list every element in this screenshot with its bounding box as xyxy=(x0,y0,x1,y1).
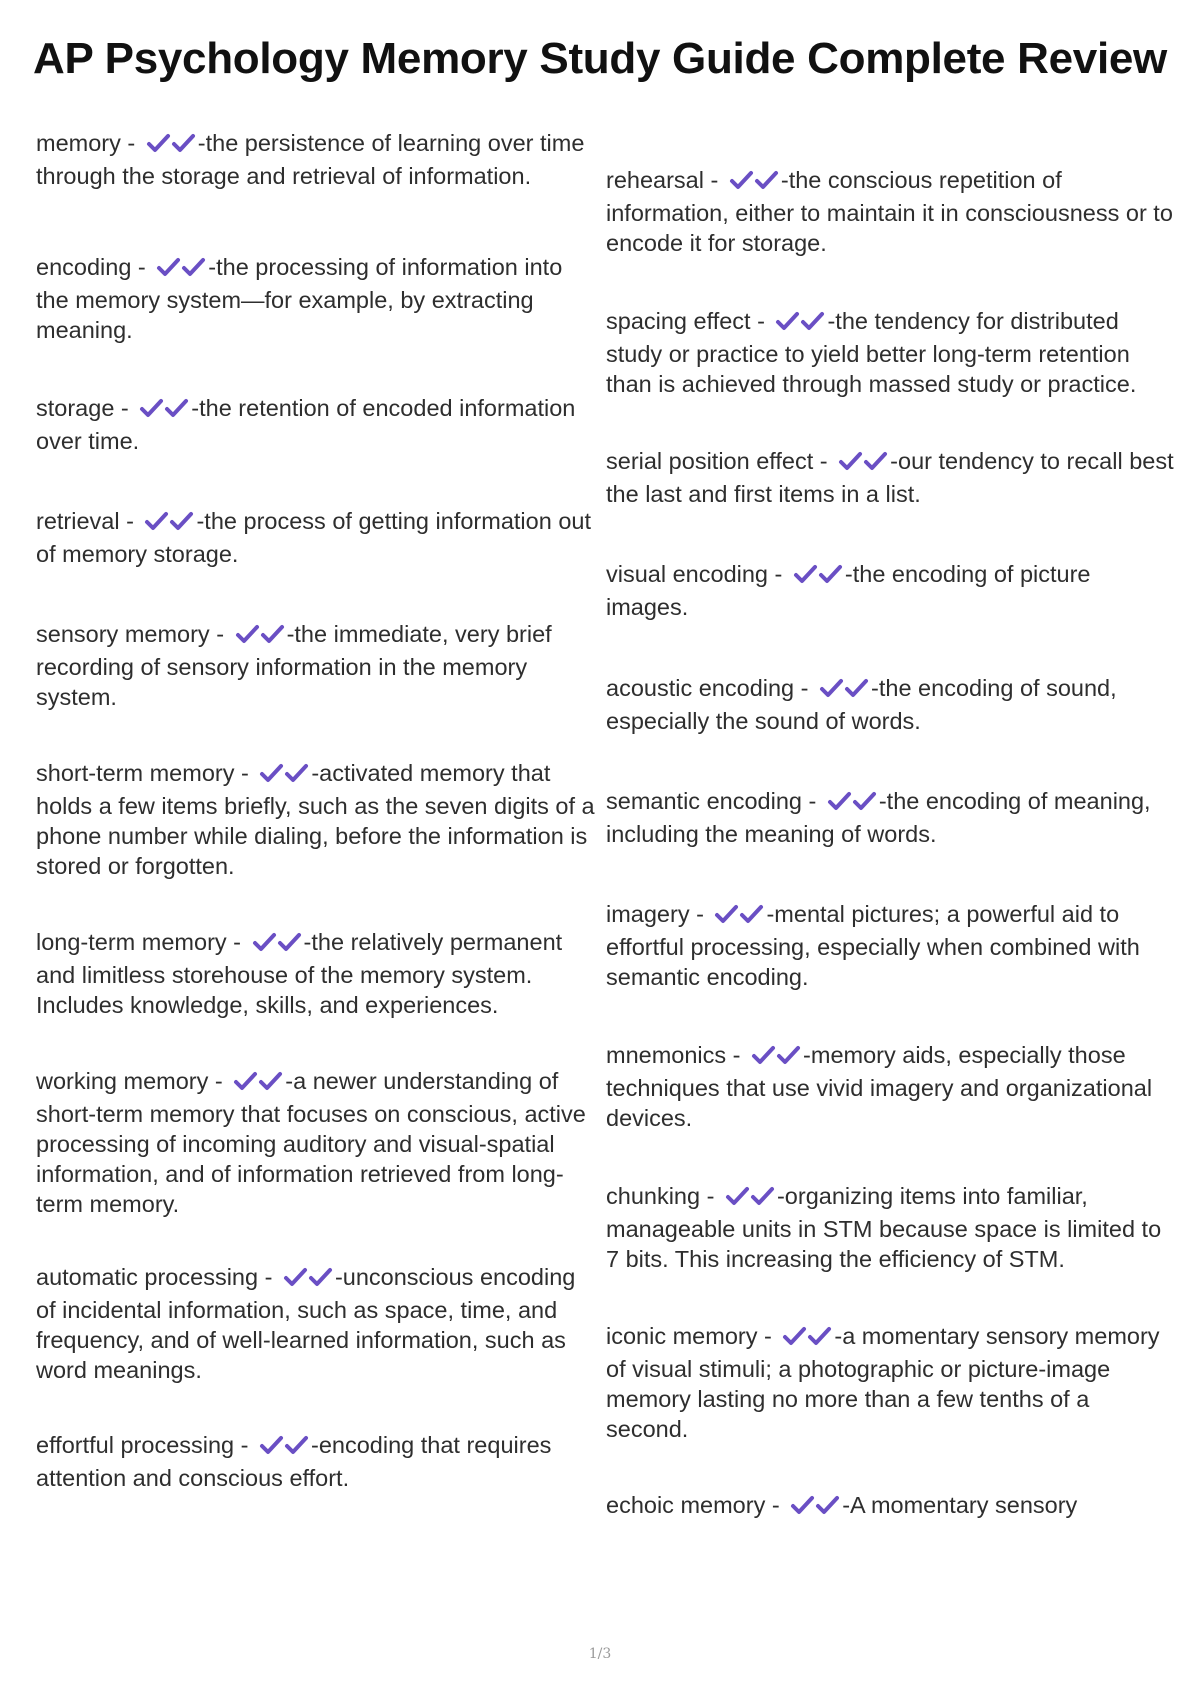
glossary-entry xyxy=(606,446,1176,509)
check-icon xyxy=(139,397,164,419)
term: encoding xyxy=(36,254,132,280)
definition: -the retention of encoded information over time. xyxy=(36,395,576,454)
term: working memory xyxy=(36,1068,209,1094)
double-check-icon xyxy=(827,789,877,819)
check-icon xyxy=(818,563,843,585)
check-icon xyxy=(807,1325,832,1347)
double-check-icon xyxy=(233,1069,283,1099)
glossary-entry xyxy=(606,1321,1176,1444)
term-separator: - xyxy=(750,308,772,334)
definition: -activated memory that holds a few items briefly, such as the seven digits of a phone number while dialing, before the information is stored or forgotten. xyxy=(36,760,595,879)
term: iconic memory xyxy=(606,1323,758,1349)
check-icon xyxy=(235,623,260,645)
term-separator: - xyxy=(119,508,141,534)
term-separator: - xyxy=(700,1183,721,1209)
check-icon xyxy=(714,903,739,925)
check-icon xyxy=(776,1044,801,1066)
check-icon xyxy=(144,510,169,532)
check-icon xyxy=(252,931,277,953)
check-icon xyxy=(739,903,764,925)
glossary-entry xyxy=(36,927,596,1020)
glossary-entry xyxy=(36,758,596,881)
glossary-entry xyxy=(36,1066,596,1219)
term-separator: - xyxy=(209,621,231,647)
check-icon xyxy=(782,1325,807,1347)
term-separator: - xyxy=(226,929,248,955)
glossary-entry xyxy=(606,1181,1176,1274)
check-icon xyxy=(775,310,800,332)
term: retrieval xyxy=(36,508,120,534)
check-icon xyxy=(260,623,285,645)
double-check-icon xyxy=(283,1265,333,1295)
term: echoic memory xyxy=(606,1492,766,1518)
glossary-entry xyxy=(36,506,596,569)
definition: -A momentary sensory xyxy=(842,1492,1078,1518)
definition: -the conscious repetition of information, either to maintain it in consciousness or to encode it for storage. xyxy=(606,167,1173,256)
definition: -a newer understanding of short-term memory that focuses on conscious, active processing of incoming auditory and visual-spatial information, and of information retrieved from long-term memory. xyxy=(36,1068,586,1217)
check-icon xyxy=(750,1185,775,1207)
term: spacing effect xyxy=(606,308,751,334)
double-check-icon xyxy=(235,622,285,652)
check-icon xyxy=(751,1044,776,1066)
double-check-icon xyxy=(838,449,888,479)
page-title: AP Psychology Memory Study Guide Complete Review xyxy=(33,34,1167,83)
check-icon xyxy=(838,450,863,472)
check-icon xyxy=(815,1494,840,1516)
glossary-entry xyxy=(606,899,1176,992)
check-icon xyxy=(258,1070,283,1092)
definition: -the relatively permanent and limitless storehouse of the memory system. Includes knowledge, skills, and experiences. xyxy=(36,929,563,1018)
check-icon xyxy=(284,1434,309,1456)
term: long-term memory xyxy=(36,929,227,955)
double-check-icon xyxy=(819,676,869,706)
double-check-icon xyxy=(793,562,843,592)
glossary-entry xyxy=(606,673,1176,736)
double-check-icon xyxy=(146,131,196,161)
definition: -our tendency to recall best the last and first items in a list. xyxy=(606,448,1174,507)
term-separator: - xyxy=(813,448,835,474)
check-icon xyxy=(259,762,284,784)
term-separator: - xyxy=(114,395,136,421)
glossary-entry xyxy=(606,1490,1176,1523)
definition: -the immediate, very brief recording of sensory information in the memory system. xyxy=(36,621,552,710)
glossary-entry xyxy=(606,559,1176,622)
term-separator: - xyxy=(801,788,823,814)
definition: -the encoding of sound, especially the sound of words. xyxy=(606,675,1117,734)
term: sensory memory xyxy=(36,621,210,647)
double-check-icon xyxy=(725,1184,775,1214)
glossary-entry xyxy=(606,786,1176,849)
check-icon xyxy=(827,790,852,812)
definition: -the persistence of learning over time through the storage and retrieval of information. xyxy=(36,130,585,189)
term: memory xyxy=(36,130,121,156)
term-separator: - xyxy=(689,901,711,927)
term-separator: - xyxy=(131,254,153,280)
check-icon xyxy=(164,397,189,419)
check-icon xyxy=(233,1070,258,1092)
check-icon xyxy=(800,310,825,332)
check-icon xyxy=(819,677,844,699)
term-separator: - xyxy=(234,1432,256,1458)
check-icon xyxy=(146,132,171,154)
term: rehearsal xyxy=(606,167,704,193)
double-check-icon xyxy=(790,1493,840,1523)
double-check-icon xyxy=(782,1324,832,1354)
check-icon xyxy=(259,1434,284,1456)
check-icon xyxy=(790,1494,815,1516)
term: serial position effect xyxy=(606,448,814,474)
term-separator: - xyxy=(234,760,256,786)
term: semantic encoding xyxy=(606,788,802,814)
glossary-entry xyxy=(606,306,1176,399)
check-icon xyxy=(156,256,181,278)
double-check-icon xyxy=(259,761,309,791)
term: storage xyxy=(36,395,115,421)
check-icon xyxy=(863,450,888,472)
term: visual encoding xyxy=(606,561,768,587)
term: imagery xyxy=(606,901,690,927)
check-icon xyxy=(793,563,818,585)
term-separator: - xyxy=(120,130,142,156)
term: short-term memory xyxy=(36,760,235,786)
glossary-entry xyxy=(606,165,1176,258)
check-icon xyxy=(283,1266,308,1288)
double-check-icon xyxy=(729,168,779,198)
term-separator: - xyxy=(757,1323,779,1349)
double-check-icon xyxy=(252,930,302,960)
term: chunking xyxy=(606,1183,701,1209)
double-check-icon xyxy=(144,509,194,539)
term-separator: - xyxy=(703,167,725,193)
glossary-entry xyxy=(36,619,596,712)
term-separator: - xyxy=(768,561,789,587)
definition: -memory aids, especially those techniques that use vivid imagery and organizational devices. xyxy=(606,1042,1153,1131)
term: automatic processing xyxy=(36,1264,259,1290)
term-separator: - xyxy=(208,1068,230,1094)
term-separator: - xyxy=(258,1264,279,1290)
glossary-entry xyxy=(606,1040,1176,1133)
term: mnemonics xyxy=(606,1042,727,1068)
definition: -organizing items into familiar, manageable units in STM because space is limited to 7 bits. This increasing the efficiency of STM. xyxy=(606,1183,1162,1272)
term-separator: - xyxy=(726,1042,748,1068)
definition: -the processing of information into the memory system—for example, by extracting meaning. xyxy=(36,254,563,343)
definition: -mental pictures; a powerful aid to effortful processing, especially when combined with semantic encoding. xyxy=(606,901,1140,990)
definition: -the tendency for distributed study or practice to yield better long-term retention than is achieved through massed study or practice. xyxy=(606,308,1137,397)
definition: -the encoding of meaning, including the meaning of words. xyxy=(606,788,1151,847)
check-icon xyxy=(181,256,206,278)
check-icon xyxy=(852,790,877,812)
check-icon xyxy=(169,510,194,532)
term-separator: - xyxy=(765,1492,787,1518)
check-icon xyxy=(308,1266,333,1288)
double-check-icon xyxy=(714,902,764,932)
check-icon xyxy=(171,132,196,154)
term-separator: - xyxy=(794,675,816,701)
check-icon xyxy=(729,169,754,191)
double-check-icon xyxy=(156,255,206,285)
double-check-icon xyxy=(139,396,189,426)
check-icon xyxy=(277,931,302,953)
check-icon xyxy=(725,1185,750,1207)
glossary-entry xyxy=(36,1430,596,1493)
definition: -the encoding of picture images. xyxy=(606,561,1091,620)
check-icon xyxy=(844,677,869,699)
glossary-entry xyxy=(36,393,596,456)
double-check-icon xyxy=(775,309,825,339)
page-indicator: 1/3 xyxy=(588,1646,612,1662)
glossary-entry xyxy=(36,128,596,191)
glossary-entry xyxy=(36,1262,596,1385)
term: acoustic encoding xyxy=(606,675,795,701)
double-check-icon xyxy=(751,1043,801,1073)
term: effortful processing xyxy=(36,1432,235,1458)
double-check-icon xyxy=(259,1433,309,1463)
definition: -unconscious encoding of incidental information, such as space, time, and frequency, and of well-learned information, such as word meanings. xyxy=(36,1264,576,1383)
definition: -the process of getting information out of memory storage. xyxy=(36,508,591,567)
definition: -encoding that requires attention and conscious effort. xyxy=(36,1432,552,1491)
check-icon xyxy=(754,169,779,191)
definition: -a momentary sensory memory of visual stimuli; a photographic or picture-image memory lasting no more than a few tenths of a second. xyxy=(606,1323,1160,1442)
check-icon xyxy=(284,762,309,784)
glossary-entry xyxy=(36,252,596,345)
